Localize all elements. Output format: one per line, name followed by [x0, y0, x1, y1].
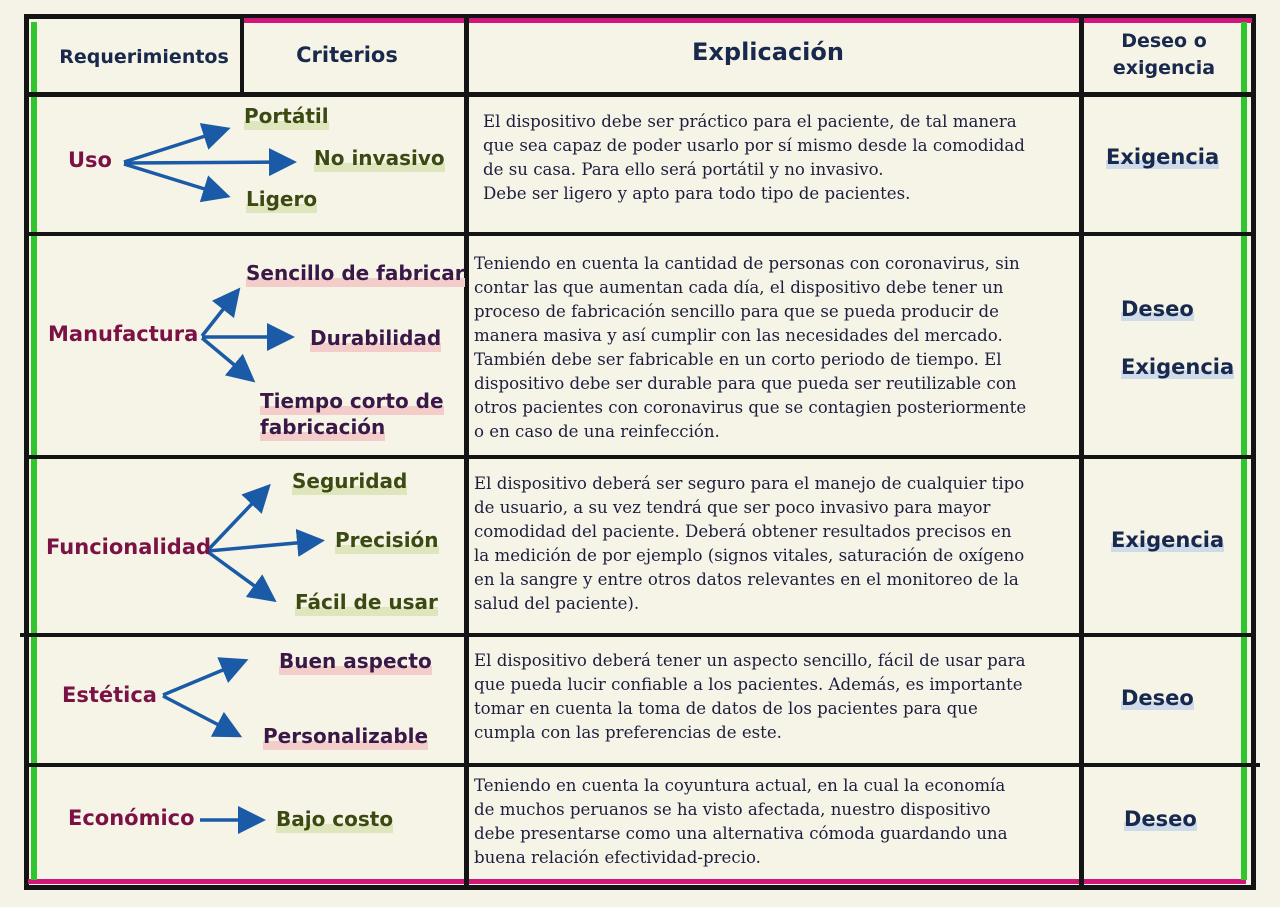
classification-funcionalidad: Exigencia	[1111, 528, 1225, 552]
header-wish-or-demand-1: Deseo o	[1121, 30, 1207, 52]
requirement-funcionalidad: Funcionalidad	[46, 535, 212, 559]
explanation-estetica: El dispositivo deberá tener un aspecto sencillo, fácil de usar para que pueda lucir confiable a los pacientes. Además, es importante tomar en cuenta la toma de datos de los pacientes para que cumpla con las preferencias de este.	[474, 651, 1026, 742]
header-requirements: Requerimientos	[59, 46, 229, 68]
arrow-uso-ligero	[124, 164, 224, 195]
criterion-ligero: Ligero	[246, 187, 318, 211]
classification-uso: Exigencia	[1106, 145, 1220, 169]
explanation-manufactura: Teniendo en cuenta la cantidad de personas con coronavirus, sin contar las que aumentan cada día, el dispositivo debe tener un proceso de fabricación sencillo para que se pueda producir de manera masiva y así cumplir con las necesidades del mercado. También debe ser fabricable en un corto periodo de tiempo. El dispositivo debe ser durable para que pueda ser reutilizable con otros pacientes con coronavirus que se contagien posteriormente o en caso de una reinfección.	[474, 254, 1027, 441]
requirement-estetica: Estética	[62, 683, 157, 707]
criterion-sencillo-de-fabricar: Sencillo de fabricar	[246, 261, 465, 285]
criterion-portatil: Portátil	[244, 104, 329, 128]
explanation-funcionalidad: El dispositivo deberá ser seguro para el manejo de cualquier tipo de usuario, a su vez tendrá que ser poco invasivo para mayor comodidad del paciente. Deberá obtener resultados precisos en la medición de por ejemplo (signos vitales, saturación de oxígeno en la sangre y entre otros datos relevantes en el monitoreo de la salud del paciente).	[474, 474, 1025, 613]
arrow-uso-portatil	[124, 130, 224, 162]
criterion-no-invasivo: No invasivo	[314, 146, 445, 170]
requirement-economico: Económico	[68, 806, 195, 830]
criterion-fabricacion: fabricación	[260, 415, 386, 439]
header-explanation: Explicación	[692, 38, 844, 66]
arrow-estetica-buen-aspecto	[163, 662, 242, 695]
criterion-facil-de-usar: Fácil de usar	[295, 590, 438, 614]
criterion-buen-aspecto: Buen aspecto	[279, 649, 432, 673]
arrow-estetica-personalizable	[163, 696, 236, 734]
explanation-uso: El dispositivo debe ser práctico para el paciente, de tal manera que sea capaz de poder usarlo por sí mismo desde la comodidad de su casa. Para ello será portátil y no invasivo. Debe ser ligero y apto para todo tipo de pacientes.	[483, 112, 1025, 203]
arrow-funcionalidad-facil	[208, 552, 271, 598]
classification-manufactura-deseo: Deseo	[1121, 297, 1194, 321]
requirement-uso: Uso	[68, 148, 112, 172]
criterion-seguridad: Seguridad	[292, 469, 408, 493]
header-criteria: Criterios	[296, 43, 398, 67]
classification-economico: Deseo	[1124, 807, 1197, 831]
arrow-funcionalidad-seguridad	[208, 489, 266, 550]
requirement-manufactura: Manufactura	[48, 322, 199, 346]
arrow-manufactura-sencillo	[202, 293, 236, 336]
header-wish-or-demand-2: exigencia	[1112, 57, 1216, 79]
arrow-manufactura-tiempo	[202, 338, 250, 378]
arrow-uso-no-invasivo	[124, 162, 290, 163]
classification-manufactura-exigencia: Exigencia	[1121, 355, 1235, 379]
criterion-bajo-costo: Bajo costo	[276, 807, 394, 831]
criterion-precision: Precisión	[335, 528, 439, 552]
criterion-durabilidad: Durabilidad	[310, 326, 442, 350]
classification-estetica: Deseo	[1121, 686, 1194, 710]
explanation-economico: Teniendo en cuenta la coyuntura actual, en la cual la economía de muchos peruanos se ha visto afectada, nuestro dispositivo debe presentarse como una alternativa cómoda guardando una buena relación efectividad-precio.	[474, 776, 1008, 867]
criterion-tiempo-corto: Tiempo corto de	[260, 389, 444, 413]
arrow-funcionalidad-precision	[208, 541, 318, 551]
criterion-personalizable: Personalizable	[263, 724, 429, 748]
